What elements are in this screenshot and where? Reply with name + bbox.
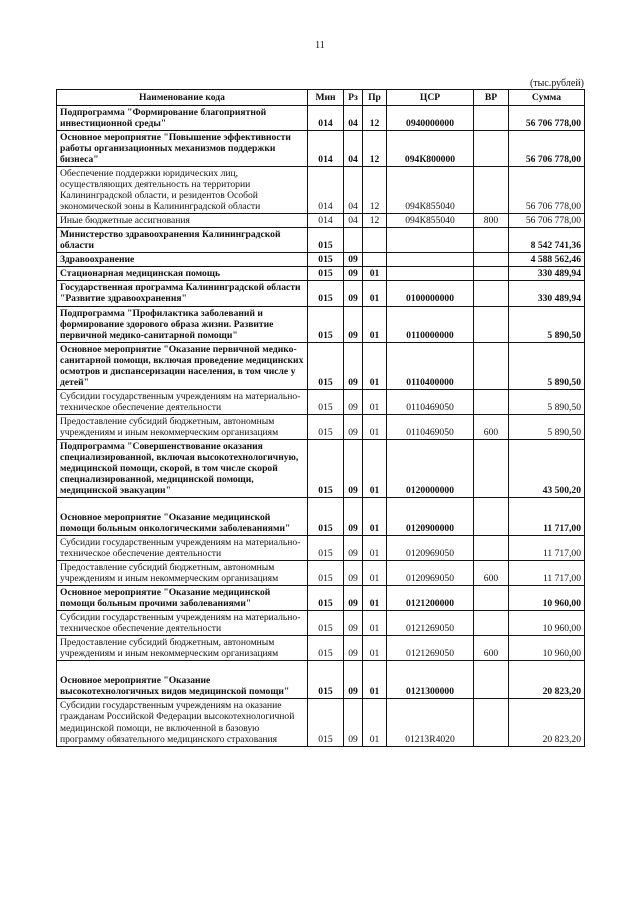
cell-min: 015 <box>308 439 344 497</box>
cell-name: Подпрограмма "Формирование благоприятной инвестиционной среды" <box>57 106 308 131</box>
cell-rz: 09 <box>344 699 363 746</box>
cell-rz: 04 <box>344 131 363 167</box>
cell-sum: 8 542 741,36 <box>509 228 585 253</box>
cell-min: 015 <box>308 228 344 253</box>
cell-pr <box>363 253 387 267</box>
cell-csr <box>387 228 474 253</box>
cell-pr: 01 <box>363 389 387 414</box>
budget-table <box>56 89 585 747</box>
cell-pr: 01 <box>363 699 387 746</box>
table-row <box>57 342 585 389</box>
table-row <box>57 267 585 281</box>
cell-min: 015 <box>308 561 344 586</box>
cell-name: Основное мероприятие "Повышение эффективности работы организационных механизмов поддержки бизнеса" <box>57 131 308 167</box>
cell-csr: 094К800000 <box>387 131 474 167</box>
cell-pr: 01 <box>363 267 387 281</box>
cell-name: Министерство здравоохранения Калининградской области <box>57 228 308 253</box>
page-number: 11 <box>315 40 325 51</box>
table-row <box>57 253 585 267</box>
table-row <box>57 389 585 414</box>
cell-sum: 10 960,00 <box>509 611 585 636</box>
cell-name: Здравоохранение <box>57 253 308 267</box>
cell-min: 015 <box>308 306 344 342</box>
cell-sum: 56 706 778,00 <box>509 131 585 167</box>
cell-csr: 0120900000 <box>387 498 474 536</box>
cell-name: Предоставление субсидий бюджетным, автономным учреждениям и иным некоммерческим организациям <box>57 414 308 439</box>
table-row <box>57 414 585 439</box>
cell-name: Субсидии государственным учреждениям на материально-техническое обеспечение деятельности <box>57 536 308 561</box>
table-row <box>57 561 585 586</box>
cell-min: 015 <box>308 536 344 561</box>
cell-sum: 11 717,00 <box>509 561 585 586</box>
cell-vr <box>474 699 509 746</box>
cell-sum: 11 717,00 <box>509 498 585 536</box>
table-row <box>57 131 585 167</box>
cell-name: Основное мероприятие "Оказание медицинской помощи больным прочими заболеваниями" <box>57 586 308 611</box>
cell-csr: 01213R4020 <box>387 699 474 746</box>
cell-csr: 0110469050 <box>387 414 474 439</box>
table-row <box>57 636 585 661</box>
cell-vr <box>474 131 509 167</box>
cell-name: Основное мероприятие "Оказание высокотехнологичных видов медицинской помощи" <box>57 661 308 699</box>
cell-sum: 11 717,00 <box>509 536 585 561</box>
cell-rz: 09 <box>344 253 363 267</box>
cell-min: 015 <box>308 342 344 389</box>
cell-min: 015 <box>308 699 344 746</box>
cell-rz: 09 <box>344 306 363 342</box>
table-header <box>57 90 585 106</box>
cell-min: 014 <box>308 131 344 167</box>
cell-min: 015 <box>308 267 344 281</box>
cell-min: 015 <box>308 586 344 611</box>
cell-pr: 01 <box>363 586 387 611</box>
cell-min: 015 <box>308 389 344 414</box>
cell-vr: 800 <box>474 214 509 228</box>
cell-rz: 09 <box>344 611 363 636</box>
cell-pr: 01 <box>363 498 387 536</box>
cell-vr <box>474 253 509 267</box>
units-label: (тыс.рублей) <box>529 78 584 89</box>
cell-rz: 09 <box>344 267 363 281</box>
cell-pr: 12 <box>363 106 387 131</box>
header-name: Наименование кода <box>57 90 308 106</box>
cell-min: 014 <box>308 214 344 228</box>
cell-csr: 0121300000 <box>387 661 474 699</box>
cell-name: Основное мероприятие "Оказание первичной медико-санитарной помощи, включая проведение медицинских осмотров и диспансеризации населения, в том числе у детей" <box>57 342 308 389</box>
header-min: Мин <box>308 90 344 106</box>
cell-pr: 01 <box>363 306 387 342</box>
cell-vr <box>474 389 509 414</box>
cell-rz: 04 <box>344 167 363 214</box>
table-row <box>57 306 585 342</box>
cell-csr: 0940000000 <box>387 106 474 131</box>
header-csr: ЦСР <box>387 90 474 106</box>
cell-name: Подпрограмма "Профилактика заболеваний и формирование здорового образа жизни. Развитие первичной медико-санитарной помощи" <box>57 306 308 342</box>
cell-name: Иные бюджетные ассигнования <box>57 214 308 228</box>
cell-sum: 10 960,00 <box>509 586 585 611</box>
cell-min: 015 <box>308 636 344 661</box>
cell-vr <box>474 228 509 253</box>
cell-sum: 330 489,94 <box>509 267 585 281</box>
cell-csr: 0110400000 <box>387 342 474 389</box>
cell-name: Предоставление субсидий бюджетным, автономным учреждениям и иным некоммерческим организациям <box>57 561 308 586</box>
cell-min: 015 <box>308 661 344 699</box>
cell-rz: 09 <box>344 636 363 661</box>
header-pr: Пр <box>363 90 387 106</box>
cell-min: 015 <box>308 253 344 267</box>
cell-name: Обеспечение поддержки юридических лиц, осуществляющих деятельность на территории Калининградской области, и резидентов Особой экономической зоны в Калининградской области <box>57 167 308 214</box>
cell-rz: 09 <box>344 498 363 536</box>
cell-name: Государственная программа Калининградской области "Развитие здравоохранения" <box>57 281 308 306</box>
cell-vr <box>474 611 509 636</box>
cell-rz: 04 <box>344 214 363 228</box>
cell-csr: 0120969050 <box>387 561 474 586</box>
cell-vr <box>474 167 509 214</box>
table-row <box>57 167 585 214</box>
cell-sum: 5 890,50 <box>509 389 585 414</box>
cell-pr: 01 <box>363 414 387 439</box>
cell-min: 015 <box>308 498 344 536</box>
cell-sum: 5 890,50 <box>509 306 585 342</box>
cell-pr: 12 <box>363 167 387 214</box>
cell-rz: 04 <box>344 106 363 131</box>
cell-pr: 01 <box>363 342 387 389</box>
cell-vr <box>474 281 509 306</box>
cell-name: Субсидии государственным учреждениям на оказание гражданам Российской Федерации высокотехнологичной медицинской помощи, не включенной в базовую программу обязательного медицинского страхования <box>57 699 308 746</box>
cell-sum: 56 706 778,00 <box>509 214 585 228</box>
cell-rz: 09 <box>344 536 363 561</box>
cell-rz: 09 <box>344 281 363 306</box>
table-body <box>57 106 585 747</box>
cell-min: 015 <box>308 414 344 439</box>
cell-name: Предоставление субсидий бюджетным, автономным учреждениям и иным некоммерческим организациям <box>57 636 308 661</box>
table-row <box>57 611 585 636</box>
cell-vr: 600 <box>474 414 509 439</box>
cell-pr: 01 <box>363 611 387 636</box>
cell-name: Основное мероприятие "Оказание медицинской помощи больным онкологическими заболеваниями" <box>57 498 308 536</box>
cell-csr <box>387 253 474 267</box>
cell-csr <box>387 267 474 281</box>
cell-sum: 43 500,20 <box>509 439 585 497</box>
cell-csr: 0110000000 <box>387 306 474 342</box>
cell-sum: 5 890,50 <box>509 342 585 389</box>
cell-pr <box>363 228 387 253</box>
table-row <box>57 498 585 536</box>
table-row <box>57 106 585 131</box>
cell-vr <box>474 306 509 342</box>
cell-pr: 01 <box>363 636 387 661</box>
cell-vr <box>474 342 509 389</box>
table-row <box>57 228 585 253</box>
cell-sum: 5 890,50 <box>509 414 585 439</box>
cell-rz: 09 <box>344 439 363 497</box>
cell-name: Подпрограмма "Совершенствование оказания специализированной, включая высокотехнологичную, медицинской помощи, скорой, в том числе скорой специализированной, медицинской помощи, медицинской эвакуации" <box>57 439 308 497</box>
cell-min: 015 <box>308 281 344 306</box>
cell-rz <box>344 228 363 253</box>
table-row <box>57 661 585 699</box>
cell-rz: 09 <box>344 342 363 389</box>
cell-name: Субсидии государственным учреждениям на материально-техническое обеспечение деятельности <box>57 611 308 636</box>
cell-pr: 01 <box>363 281 387 306</box>
cell-vr <box>474 661 509 699</box>
cell-rz: 09 <box>344 661 363 699</box>
cell-rz: 09 <box>344 586 363 611</box>
cell-pr: 12 <box>363 214 387 228</box>
cell-csr: 0100000000 <box>387 281 474 306</box>
table-row <box>57 586 585 611</box>
cell-vr: 600 <box>474 561 509 586</box>
cell-vr <box>474 439 509 497</box>
cell-min: 014 <box>308 167 344 214</box>
cell-sum: 56 706 778,00 <box>509 167 585 214</box>
cell-csr: 0120000000 <box>387 439 474 497</box>
cell-vr <box>474 536 509 561</box>
cell-min: 014 <box>308 106 344 131</box>
cell-name: Стационарная медицинская помощь <box>57 267 308 281</box>
header-vr: ВР <box>474 90 509 106</box>
cell-csr: 0121200000 <box>387 586 474 611</box>
cell-pr: 01 <box>363 661 387 699</box>
cell-pr: 01 <box>363 561 387 586</box>
cell-csr: 0121269050 <box>387 611 474 636</box>
cell-sum: 20 823,20 <box>509 699 585 746</box>
table-row <box>57 214 585 228</box>
cell-sum: 20 823,20 <box>509 661 585 699</box>
cell-csr: 094К855040 <box>387 214 474 228</box>
cell-vr <box>474 498 509 536</box>
cell-csr: 0110469050 <box>387 389 474 414</box>
cell-name: Субсидии государственным учреждениям на материально-техническое обеспечение деятельности <box>57 389 308 414</box>
table-row <box>57 281 585 306</box>
header-sum: Сумма <box>509 90 585 106</box>
cell-pr: 01 <box>363 439 387 497</box>
cell-sum: 330 489,94 <box>509 281 585 306</box>
cell-vr <box>474 106 509 131</box>
header-rz: Рз <box>344 90 363 106</box>
table-row <box>57 536 585 561</box>
cell-csr: 0120969050 <box>387 536 474 561</box>
header-row <box>57 90 585 106</box>
cell-sum: 56 706 778,00 <box>509 106 585 131</box>
cell-min: 015 <box>308 611 344 636</box>
cell-rz: 09 <box>344 414 363 439</box>
cell-sum: 4 588 562,46 <box>509 253 585 267</box>
cell-rz: 09 <box>344 561 363 586</box>
cell-pr: 01 <box>363 536 387 561</box>
cell-pr: 12 <box>363 131 387 167</box>
cell-sum: 10 960,00 <box>509 636 585 661</box>
cell-vr: 600 <box>474 636 509 661</box>
cell-rz: 09 <box>344 389 363 414</box>
cell-csr: 0121269050 <box>387 636 474 661</box>
table-row <box>57 699 585 746</box>
table-row <box>57 439 585 497</box>
cell-vr <box>474 267 509 281</box>
cell-vr <box>474 586 509 611</box>
cell-csr: 094К855040 <box>387 167 474 214</box>
